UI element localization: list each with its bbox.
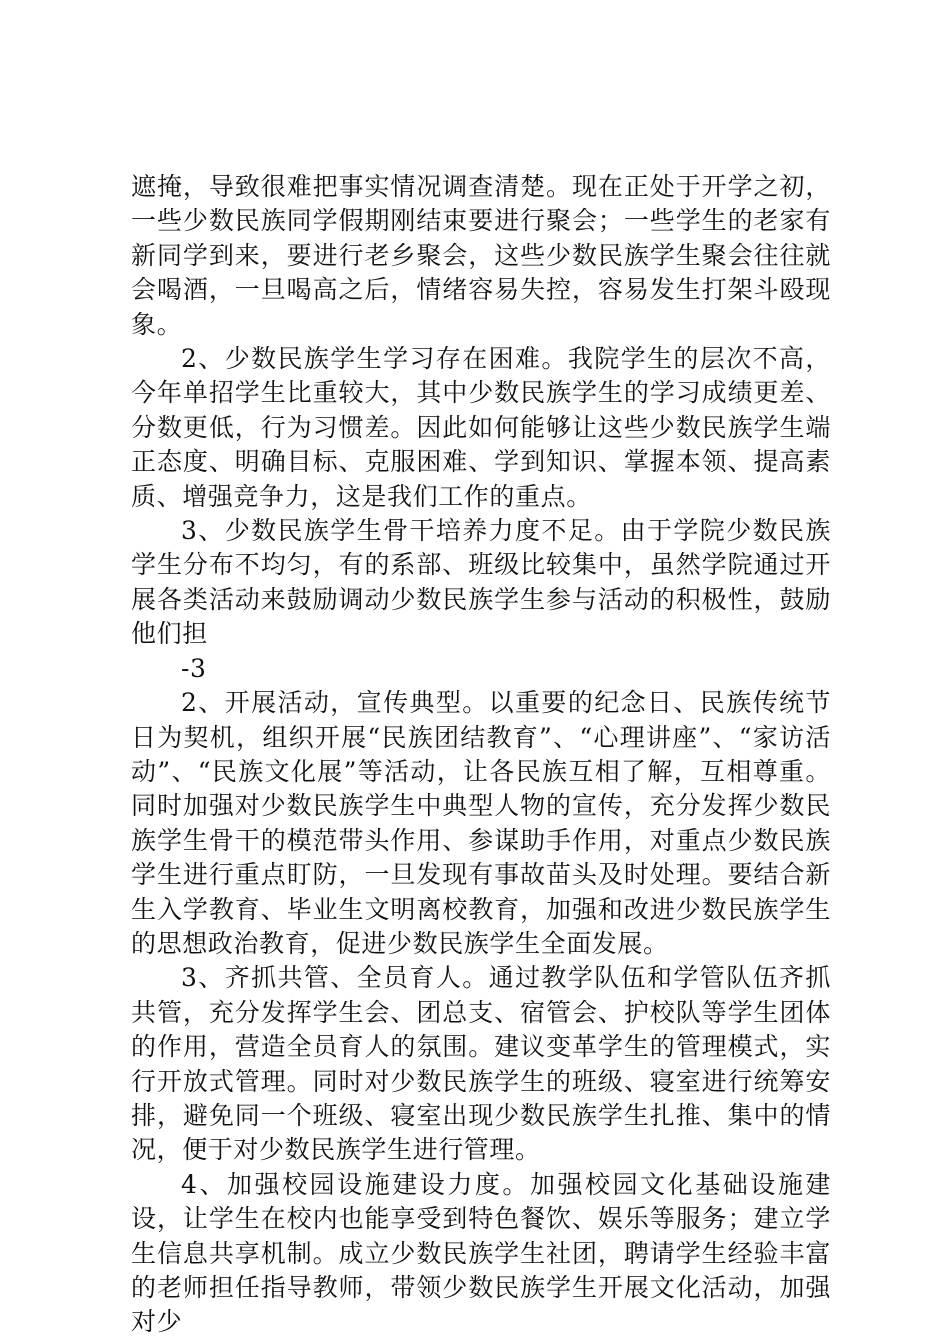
page-number-marker: -3 — [181, 653, 207, 683]
paragraph-2: 2、少数民族学生学习存在困难。我院学生的层次不高，今年单招学生比重较大，其中少数民族学生的学习成绩更差、分数更低，行为习惯差。因此如何能够让这些少数民族学生端正态度、明确目标、克服困难、学到知识、掌握本领、提高素质、增强竞争力，这是我们工作的重点。 — [131, 344, 831, 511]
paragraph-4: 2、开展活动，宣传典型。以重要的纪念日、民族传统节日为契机，组织开展“民族团结教育”、“心理讲座”、“家访活动”、“民族文化展”等活动，让各民族互相了解，互相尊重。同时加强对少数民族学生中典型人物的宣传，充分发挥少数民族学生骨干的模范带头作用、参谋助手作用，对重点少数民族学生进行重点盯防，一旦发现有事故苗头及时处理。要结合新生入学教育、毕业生文明离校教育，加强和改进少数民族学生的思想政治教育，促进少数民族学生全面发展。 — [131, 688, 831, 958]
paragraph-3: 3、少数民族学生骨干培养力度不足。由于学院少数民族学生分布不均匀，有的系部、班级比较集中，虽然学院通过开展各类活动来鼓励调动少数民族学生参与活动的积极性，鼓励他们担 — [131, 516, 831, 649]
paragraph-1: 遮掩，导致很难把事实情况调查清楚。现在正处于开学之初，一些少数民族同学假期刚结束要进行聚会；一些学生的老家有新同学到来，要进行老乡聚会，这些少数民族学生聚会往往就会喝酒，一旦喝高之后，情绪容易失控，容易发生打架斗殴现象。 — [131, 172, 831, 339]
paragraph-6: 4、加强校园设施建设力度。加强校园文化基础设施建设，让学生在校内也能享受到特色餐饮、娱乐等服务；建立学生信息共享机制。成立少数民族学生社团，聘请学生经验丰富的老师担任指导教师，带领少数民族学生开展文化活动，加强对少 — [131, 1169, 831, 1337]
paragraph-5: 3、齐抓共管、全员育人。通过教学队伍和学管队伍齐抓共管，充分发挥学生会、团总支、宿管会、护校队等学生团体的作用，营造全员育人的氛围。建议变革学生的管理模式，实行开放式管理。同时对少数民族学生的班级、寝室进行统筹安排，避免同一个班级、寝室出现少数民族学生扎推、集中的情况，便于对少数民族学生进行管理。 — [131, 963, 831, 1165]
document-body — [131, 170, 831, 1340]
